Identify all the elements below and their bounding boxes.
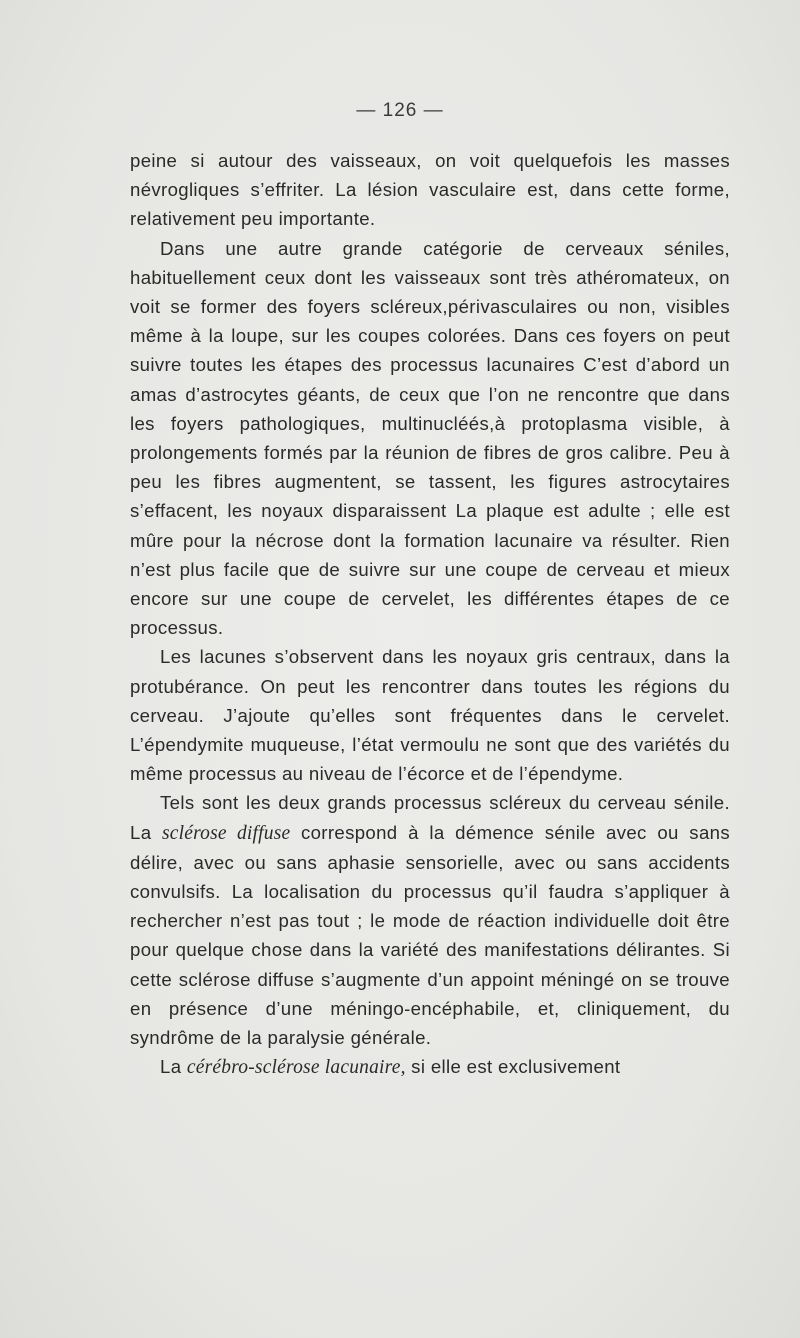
text-run: correspond à la démence sénile avec ou sans délire, avec ou sans aphasie sensorielle, avec ou sans accidents convulsifs. La localisation du processus qu’il faudra s’appliquer à rechercher n’est pas tout ; le mode de réaction individuelle doit être pour quelque chose dans la variété des manifestations délirantes. Si cette sclérose diffuse s’augmente d’un appoint méningé on se trouve en présence d’une méningo-encéphabile, et, cliniquement, du syndrôme de la paralysie générale. [130,821,730,1049]
paragraph-continued: peine si autour des vaisseaux, on voit quelquefois les masses névrogliques s’effriter. La lésion vasculaire est, dans cette forme, relativement peu importante. [130,150,730,230]
paragraph-cerebro-sclerose [130,1052,730,1082]
italic-term: cérébro-sclérose lacunaire, [186,1057,406,1079]
paragraph-lacunes: Les lacunes s’observent dans les noyaux gris centraux, dans la protubérance. On peut les rencontrer dans toutes les régions du cerveau. J’ajoute qu’elles sont fréquentes dans le cervelet. L’épendymite muqueuse, l’état vermoulu ne sont que des variétés du même processus au niveau de l’écorce et de l’épendyme. [130,646,730,785]
italic-term: sclérose diffuse [162,822,291,844]
page-number: — 126 — [356,100,444,121]
body-text [130,146,730,1083]
paragraph-processus-sclereux [130,788,730,1052]
text-run: si elle est exclusivement [405,1056,621,1078]
text-run: La [160,1056,187,1078]
text-run: Tels sont les deux grands processus scléreux du cerveau sénile. La [130,792,730,843]
paragraph-foyers-sclereux: Dans une autre grande catégorie de cerveaux séniles, habituellement ceux dont les vaisseaux sont très athéromateux, on voit se former des foyers scléreux,périvasculaires ou non, visibles même à la loupe, sur les coupes colorées. Dans ces foyers on peut suivre toutes les étapes des processus lacunaires C’est d’abord un amas d’astrocytes géants, de ceux que l’on ne rencontre que dans les foyers pathologiques, multinucléés,à protoplasma visible, à prolongements formés par la réunion de fibres de gros calibre. Peu à peu les fibres augmentent, se tassent, les figures astrocytaires s’effacent, les noyaux disparaissent La plaque est adulte ; elle est mûre pour la nécrose dont la formation lacunaire va résulter. Rien n’est plus facile que de suivre sur une coupe de cerveau et mieux encore sur une coupe de cervelet, les différentes étapes de ce processus. [130,237,730,639]
